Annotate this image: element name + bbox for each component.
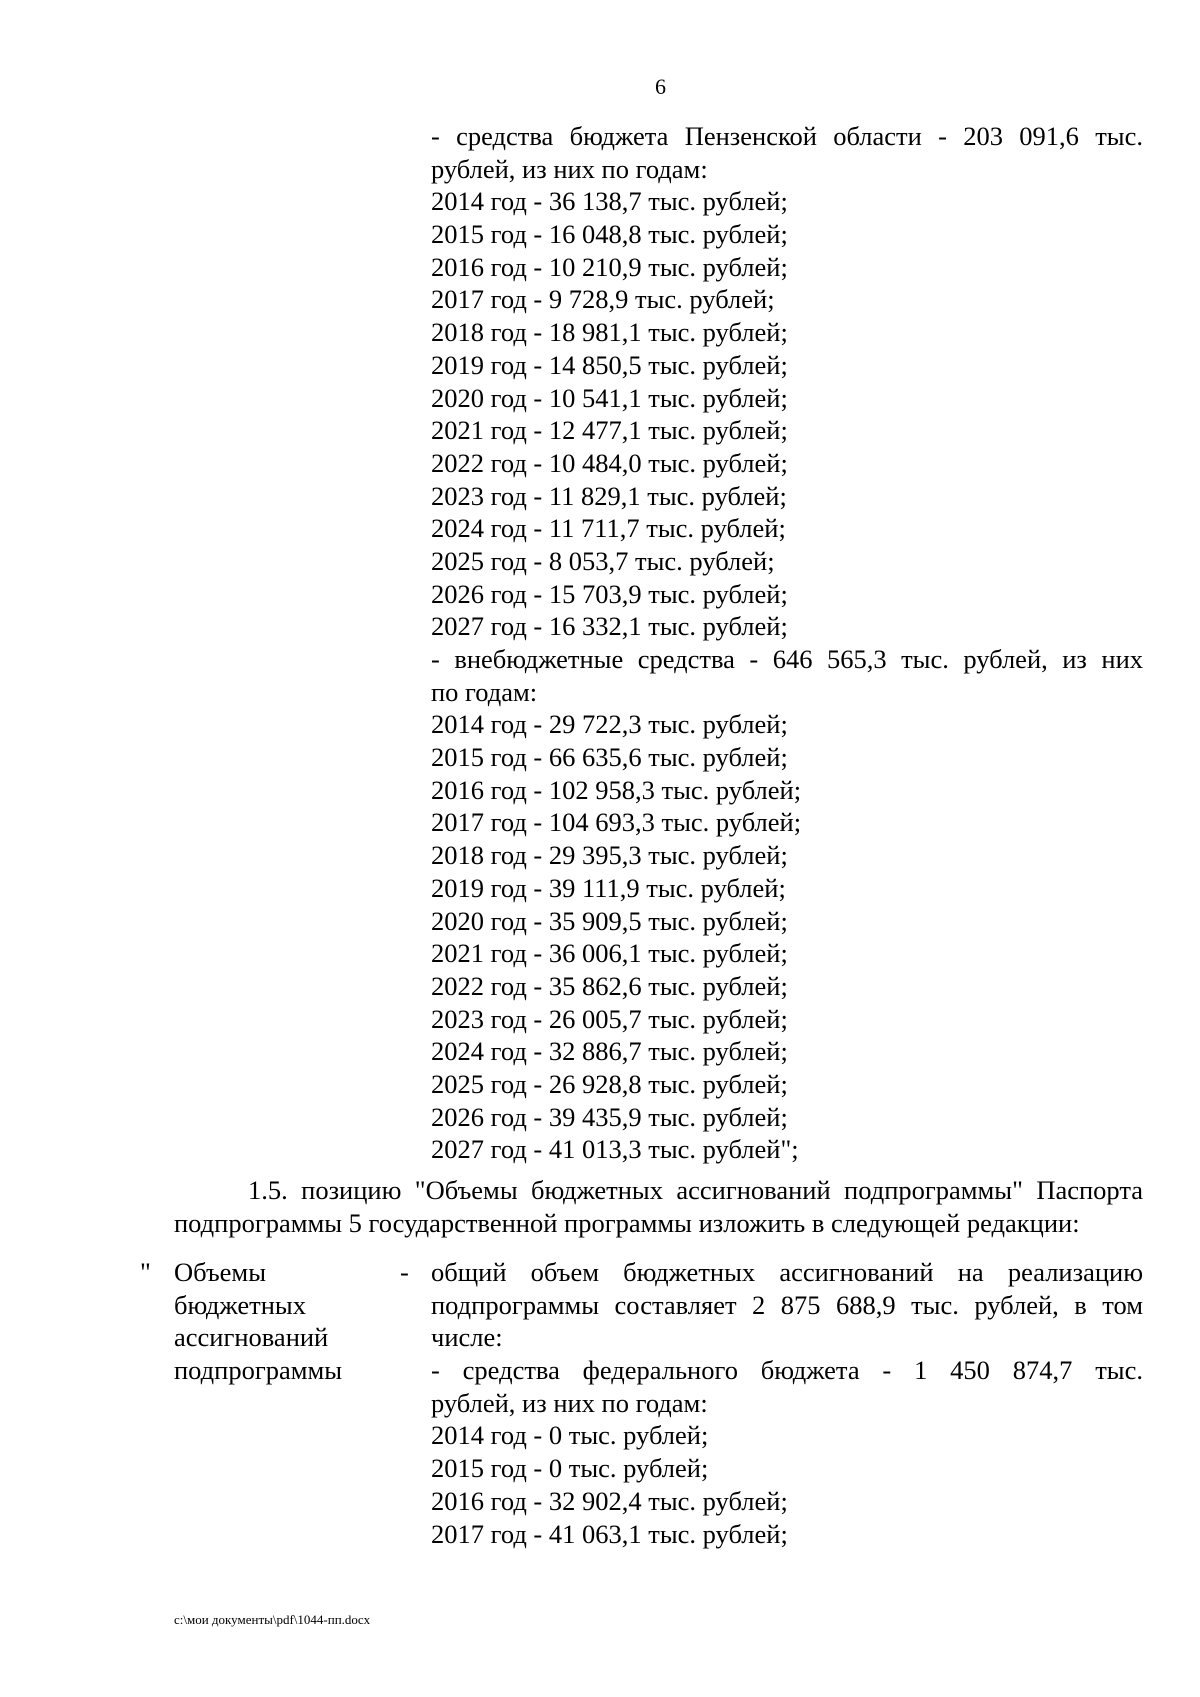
page-number: 6 [655, 74, 666, 99]
position-title-line: подпрограммы [174, 1355, 343, 1386]
position-title-line: ассигнований [174, 1322, 329, 1353]
offbudget-year-line: 2017 год - 104 693,3 тыс. рублей; [431, 807, 802, 838]
federal-year-line: 2017 год - 41 063,1 тыс. рублей; [431, 1518, 788, 1549]
position-value-cell [431, 1256, 1143, 1550]
amendment-paragraph-line: подпрограммы 5 государственной программы изложить в следующей редакции: [174, 1207, 1080, 1238]
offbudget-year-line: 2019 год - 39 111,9 тыс. рублей; [431, 872, 786, 903]
total-volume-line: числе: [431, 1322, 503, 1353]
regional-budget-block [431, 120, 1143, 1166]
regional-year-line: 2019 год - 14 850,5 тыс. рублей; [431, 349, 788, 380]
offbudget-year-line: 2014 год - 29 722,3 тыс. рублей; [431, 709, 788, 740]
regional-year-line: 2015 год - 16 048,8 тыс. рублей; [431, 219, 788, 250]
regional-year-line: 2016 год - 10 210,9 тыс. рублей; [431, 251, 788, 282]
federal-budget-header-cont: рублей, из них по годам: [431, 1387, 708, 1418]
regional-year-line: 2026 год - 15 703,9 тыс. рублей; [431, 578, 788, 609]
regional-budget-header-cont: рублей, из них по годам: [431, 153, 708, 184]
regional-year-line: 2023 год - 11 829,1 тыс. рублей; [431, 480, 787, 511]
file-path-footer: c:\мои документы\pdf\1044-пп.docx [174, 1612, 371, 1627]
regional-budget-header: - средства бюджета Пензенской области - 203 091,6 тыс. [431, 121, 1143, 151]
position-title-line: Объемы [174, 1257, 266, 1287]
offbudget-year-line: 2024 год - 32 886,7 тыс. рублей; [431, 1036, 788, 1067]
regional-year-line: 2024 год - 11 711,7 тыс. рублей; [431, 513, 786, 544]
regional-year-line: 2021 год - 12 477,1 тыс. рублей; [431, 415, 788, 446]
offbudget-year-line: 2023 год - 26 005,7 тыс. рублей; [431, 1003, 788, 1034]
offbudget-year-line: 2016 год - 102 958,3 тыс. рублей; [431, 774, 802, 805]
federal-year-line: 2016 год - 32 902,4 тыс. рублей; [431, 1485, 788, 1516]
total-volume-line: общий объем бюджетных ассигнований на реализацию [431, 1257, 1143, 1287]
federal-year-line: 2015 год - 0 тыс. рублей; [431, 1453, 709, 1484]
amendment-paragraph-line: 1.5. позицию "Объемы бюджетных ассигнований подпрограммы" Паспорта [248, 1175, 1143, 1205]
regional-year-line: 2017 год - 9 728,9 тыс. рублей; [431, 284, 775, 315]
regional-year-line: 2022 год - 10 484,0 тыс. рублей; [431, 447, 788, 478]
offbudget-year-line: 2020 год - 35 909,5 тыс. рублей; [431, 905, 788, 936]
offbudget-year-line: 2018 год - 29 395,3 тыс. рублей; [431, 840, 788, 871]
separator-dash: - [400, 1257, 409, 1287]
position-title-line: бюджетных [174, 1289, 306, 1320]
offbudget-header: - внебюджетные средства - 646 565,3 тыс. рублей, из них [431, 644, 1143, 674]
offbudget-year-line: 2027 год - 41 013,3 тыс. рублей"; [431, 1134, 799, 1165]
total-volume-line: подпрограммы составляет 2 875 688,9 тыс. рублей, в том [431, 1289, 1143, 1320]
federal-budget-header: - средства федерального бюджета - 1 450 874,7 тыс. [431, 1355, 1143, 1386]
offbudget-header-cont: по годам: [431, 676, 538, 707]
amendment-paragraph [174, 1174, 1143, 1239]
regional-year-line: 2014 год - 36 138,7 тыс. рублей; [431, 186, 788, 217]
regional-year-line: 2027 год - 16 332,1 тыс. рублей; [431, 611, 788, 642]
offbudget-year-line: 2015 год - 66 635,6 тыс. рублей; [431, 742, 788, 773]
offbudget-year-line: 2022 год - 35 862,6 тыс. рублей; [431, 970, 788, 1001]
offbudget-year-line: 2026 год - 39 435,9 тыс. рублей; [431, 1101, 788, 1132]
regional-year-line: 2020 год - 10 541,1 тыс. рублей; [431, 382, 788, 413]
offbudget-year-line: 2025 год - 26 928,8 тыс. рублей; [431, 1068, 788, 1099]
opening-quote-mark: " [140, 1257, 151, 1287]
regional-year-line: 2018 год - 18 981,1 тыс. рублей; [431, 317, 788, 348]
position-title-cell [174, 1256, 394, 1387]
regional-year-line: 2025 год - 8 053,7 тыс. рублей; [431, 545, 775, 576]
federal-year-line: 2014 год - 0 тыс. рублей; [431, 1420, 709, 1451]
offbudget-year-line: 2021 год - 36 006,1 тыс. рублей; [431, 938, 788, 969]
